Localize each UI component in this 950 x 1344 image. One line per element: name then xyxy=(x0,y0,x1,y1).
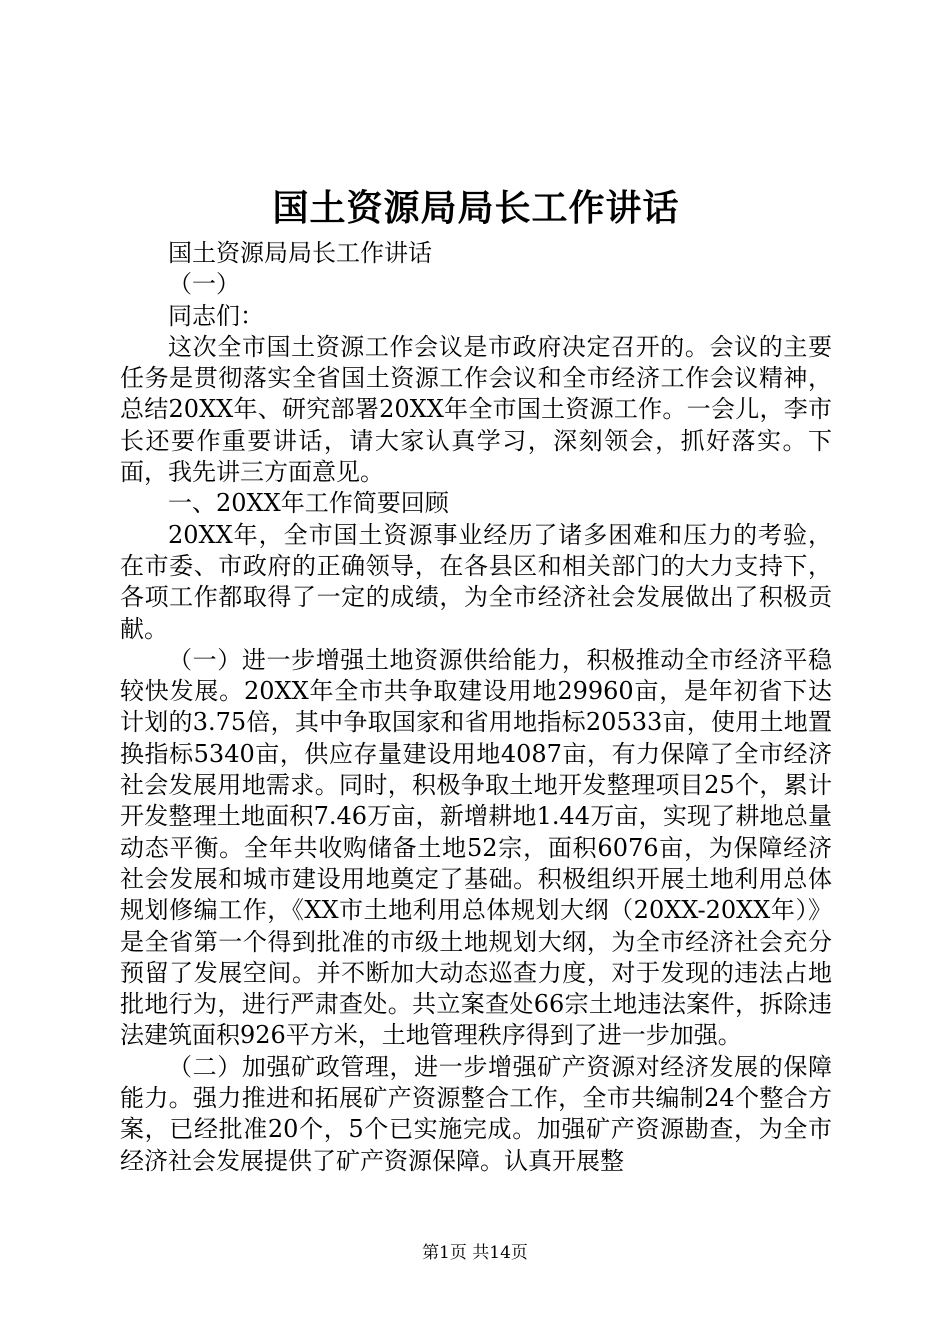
paragraph-review-summary: 20XX年，全市国土资源事业经历了诸多困难和压力的考验，在市委、市政府的正确领导，在各县区和相关部门的大力支持下，各项工作都取得了一定的成绩，为全市经济社会发展做出了积极贡献。 xyxy=(120,520,832,643)
paragraph-land-supply: （一）进一步增强土地资源供给能力，积极推动全市经济平稳较快发展。20XX年全市共争取建设用地29960亩，是年初省下达计划的3.75倍，其中争取国家和省用地指标20533亩，使用土地置换指标5340亩，供应存量建设用地4087亩，有力保障了全市经济社会发展用地需求。同时，积极争取土地开发整理项目25个，累计开发整理土地面积7.46万亩，新增耕地1.44万亩，实现了耕地总量动态平衡。全年共收购储备土地52宗，面积6076亩，为保障经济社会发展和城市建设用地奠定了基础。积极组织开展土地利用总体规划修编工作，《XX市土地利用总体规划大纲（20XX-20XX年）》是全省第一个得到批准的市级土地规划大纲，为全市经济社会充分预留了发展空间。并不断加大动态巡查力度，对于发现的违法占地批地行为，进行严肃查处。共立案查处66宗土地违法案件，拆除违法建筑面积926平方米，土地管理秩序得到了进一步加强。 xyxy=(120,645,832,1050)
paragraph-mining-management: （二）加强矿政管理，进一步增强矿产资源对经济发展的保障能力。强力推进和拓展矿产资源整合工作，全市共编制24个整合方案，已经批准20个，5个已实施完成。加强矿产资源勘查，为全市经济社会发展提供了矿产资源保障。认真开展整 xyxy=(120,1052,832,1175)
document-title: 国土资源局局长工作讲话 xyxy=(272,187,680,229)
paragraph-intro: 这次全市国土资源工作会议是市政府决定召开的。会议的主要任务是贯彻落实全省国土资源工作会议和全市经济工作会议精神，总结20XX年、研究部署20XX年全市国土资源工作。一会儿，李市长还要作重要讲话，请大家认真学习，深刻领会，抓好落实。下面，我先讲三方面意见。 xyxy=(120,332,832,487)
paragraph-section-number: （一） xyxy=(168,270,240,299)
paragraph-heading-review: 一、20XX年工作简要回顾 xyxy=(168,489,449,518)
document-page xyxy=(120,182,832,1177)
paragraph-subtitle: 国土资源局局长工作讲话 xyxy=(168,239,432,267)
document-body xyxy=(120,238,832,1177)
page-footer: 第1页 共14页 xyxy=(422,1243,528,1263)
paragraph-salutation: 同志们： xyxy=(168,301,264,330)
